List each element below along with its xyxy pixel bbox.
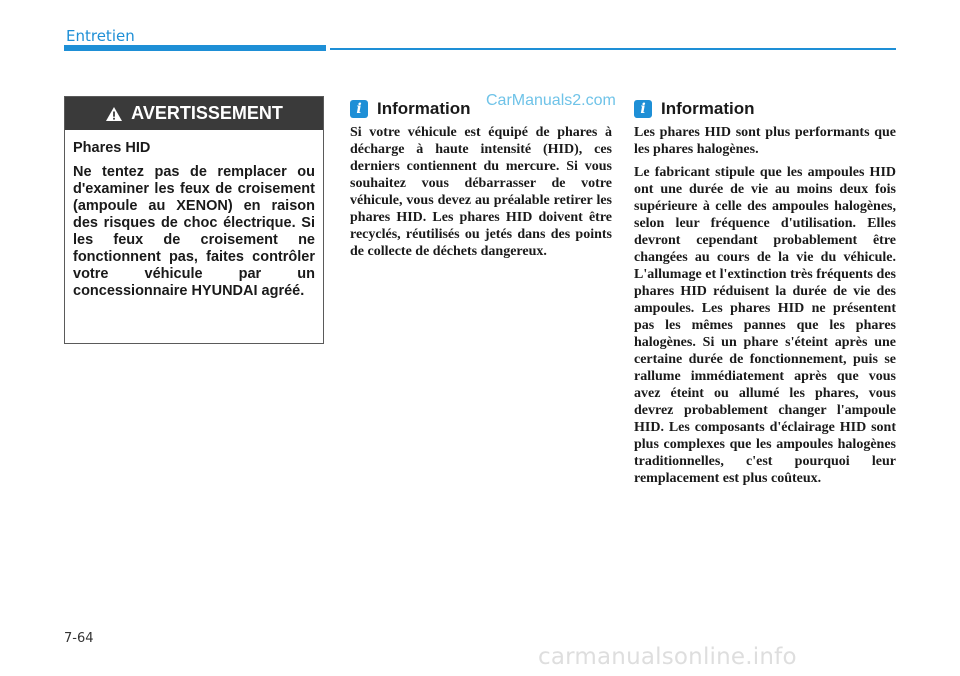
info-paragraph-2a: Les phares HID sont plus performants que les phares halogènes.: [634, 125, 896, 157]
footer-watermark: carmanualsonline.info: [538, 644, 797, 670]
info-title-1: Information: [377, 99, 471, 118]
carmanuals-watermark: CarManuals2.com: [486, 92, 616, 109]
info-paragraph-2b: Le fabricant stipule que les ampoules HID ont une durée de vie au moins deux fois supérieure à celle des ampoules halogènes, selon leur fréquence d'utilisation. Elles devront cependant probablement être changées au cours de la vie du véhicule. L'allumage et l'extinction très fréquents des phares HID réduisent la durée de vie des ampoules. Les phares HID ne présentent pas les mêmes pannes que les phares halogènes. Si un phare s'éteint après une certaine durée de fonctionnement, puis se rallume immédiatement après que vous avez éteint ou allumé les phares, vous devrez probablement changer l'ampoule HID. Les composants d'éclairage HID sont plus complexes que les ampoules halogènes traditionnelles, c'est pourquoi leur remplacement est plus coûteux.: [634, 165, 896, 486]
header-rule-thick: [64, 45, 326, 51]
info-paragraph-1: Si votre véhicule est équipé de phares à décharge à haute intensité (HID), ces derniers contiennent du mercure. Si vous souhaitez vous débarrasser de votre véhicule, vous devez au préalable retirer les phares HID. Les phares HID doivent être recyclés, réutilisés ou jetés dans des points de collecte de déchets dangereux.: [350, 125, 612, 259]
page-number: 7-64: [64, 631, 94, 646]
warning-header: [65, 97, 323, 130]
info-column-1: [350, 96, 612, 266]
warning-box: [64, 96, 324, 344]
info-column-2: [634, 96, 896, 493]
warning-triangle-icon: [105, 106, 123, 122]
info-icon: i: [350, 100, 368, 118]
warning-label: AVERTISSEMENT: [131, 103, 283, 123]
warning-body: [65, 130, 323, 300]
warning-title: Phares HID: [73, 140, 151, 156]
header-rule-thin: [330, 48, 896, 50]
info-icon: i: [634, 100, 652, 118]
info-title-2: Information: [661, 99, 755, 118]
warning-text: Ne tentez pas de remplacer ou d'examiner les feux de croisement (ampoule au XENON) en raison des risques de choc électrique. Si les feux de croisement ne fonctionnent pas, faites contrôler votre véhicule par un concessionnaire HYUNDAI agréé.: [73, 164, 315, 299]
section-title: Entretien: [66, 27, 135, 45]
info-heading-2: [634, 96, 896, 122]
